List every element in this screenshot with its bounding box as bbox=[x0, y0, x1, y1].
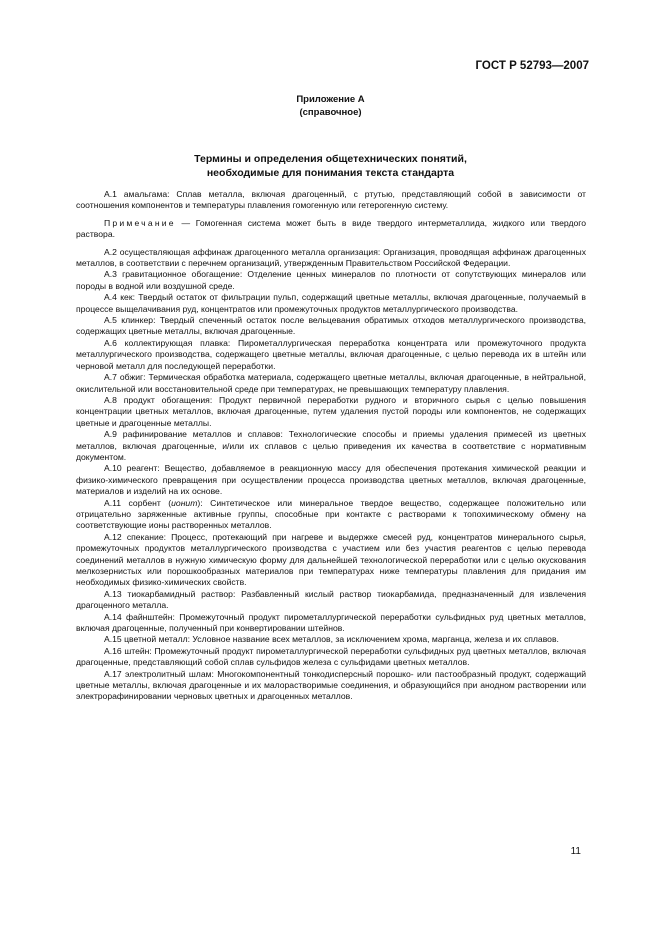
note-a1 bbox=[76, 218, 586, 241]
term-a11-prefix: А.11 сорбент ( bbox=[104, 497, 172, 508]
appendix-heading bbox=[0, 93, 661, 119]
term-a9: А.9 рафинирование металлов и сплавов: Технологические способы и приемы удаления примесей из цветных металлов, включая драгоценные, и/или их сплавов с целью приведения их качества в соответствие с нормативным документом. bbox=[76, 429, 586, 462]
section-title bbox=[0, 152, 661, 180]
term-a5: А.5 клинкер: Твердый спеченный остаток после вельцевания обратимых отходов металлургического производства, содержащих цветные металлы, включая драгоценные. bbox=[76, 315, 586, 337]
term-a16: А.16 штейн: Промежуточный продукт пирометаллургической переработки сульфидных руд цветных металлов, включая драгоценные, представляющий собой сплав сульфидов железа с сульфидами цветных металлов. bbox=[76, 645, 586, 668]
term-a1: А.1 амальгама: Сплав металла, включая драгоценный, с ртутью, представляющий собой в зависимости от соотношения компонентов и температуры плавления гомогенную или гетерогенную систему. bbox=[76, 189, 586, 211]
appendix-title: Приложение А bbox=[296, 94, 365, 105]
term-a7: А.7 обжиг: Термическая обработка материала, содержащего цветные металлы, включая драгоценные, в нейтральной, окислительной или восстановительной среде при температурах, не превышающих температуру плавления. bbox=[76, 372, 586, 394]
document-number: ГОСТ Р 52793—2007 bbox=[475, 60, 589, 72]
term-a6: А.6 коллектирующая плавка: Пирометаллургическая переработка концентрата или промежуточного продукта металлургического производства, содержащего цветные металлы, включая драгоценные, с целью перевода их в штейн или черновой металл для последующей переработки. bbox=[76, 337, 586, 371]
note-text: — Гомогенная система может быть в виде твердого интерметаллида, жидкого или твердого раствора. bbox=[76, 217, 586, 240]
term-a11-italic: ионит bbox=[171, 497, 198, 508]
term-a10: А.10 реагент: Вещество, добавляемое в реакционную массу для обеспечения протекания химической реакции и физико-химического превращения при осуществлении процесса производства цветных металлов, включая драгоценные, материалов и изделий на их основе. bbox=[76, 463, 586, 497]
term-a11-suffix: ): Синтетическое или минеральное твердое вещество, содержащее положительно или отрицательно заряженные активные группы, способные при контакте с растворами к топохимическому обмену на соответствующие ионы растворенных металлов. bbox=[76, 497, 586, 531]
term-a2: А.2 осуществляющая аффинаж драгоценного металла организация: Организация, проводящая аффинаж драгоценных металлов, в соответствии с перечнем организаций, утвержденным Правительством Российской Федерации. bbox=[76, 246, 586, 269]
term-a15: А.15 цветной металл: Условное название всех металлов, за исключением хрома, марганца, железа и их сплавов. bbox=[104, 634, 559, 645]
term-a13: А.13 тиокарбамидный раствор: Разбавленный кислый раствор тиокарбамида, предназначенный для извлечения драгоценного металла. bbox=[76, 588, 586, 611]
term-a14: А.14 файнштейн: Промежуточный продукт пирометаллургической переработки сульфидных руд цветных металлов, включая драгоценные, полученный при конвертировании штейнов. bbox=[76, 611, 586, 634]
term-a11 bbox=[76, 498, 586, 532]
term-a4: А.4 кек: Твердый остаток от фильтрации пульп, содержащий цветные металлы, включая драгоценные, получаемый в процессе выщелачивания руд, концентратов или промежуточных продуктов металлургического производства. bbox=[76, 292, 586, 314]
term-a17: А.17 электролитный шлам: Многокомпонентный тонкодисперсный порошко- или пастообразный продукт, содержащий цветные металлы, включая драгоценные и их малорастворимые соединения, и образующийся при анодном растворении или электрорафинировании черновых цветных и драгоценных металлов. bbox=[76, 668, 586, 702]
appendix-subtitle: (справочное) bbox=[299, 107, 362, 118]
section-title-line-1: Термины и определения общетехнических понятий, bbox=[194, 153, 467, 165]
page-number: 11 bbox=[570, 846, 581, 857]
section-title-line-2: необходимые для понимания текста стандарта bbox=[206, 167, 455, 179]
term-a12: А.12 спекание: Процесс, протекающий при нагреве и выдержке смесей руд, концентратов минерального сырья, промежуточных продуктов металлургического производства с участием или без участия реагентов с целью перевода соединений металлов в нужную химическую форму для дальнейшей технологической переработки или с целью окускования мелкозернистых или порошкообразных материалов при температурах ниже температуры плавления для придания им необходимых физико-химических свойств. bbox=[76, 531, 586, 588]
term-a8: А.8 продукт обогащения: Продукт первичной переработки рудного и вторичного сырья с целью повышения концентрации цветных металлов, включая драгоценные, путем удаления пустой породы или компонентов, не содержащих цветные и драгоценные металлы. bbox=[76, 394, 586, 428]
note-label: Примечание bbox=[104, 217, 176, 228]
terms-list bbox=[76, 189, 586, 703]
term-a3: А.3 гравитационное обогащение: Отделение ценных минералов по плотности от сопутствующих минералов или породы в водной или воздушной среде. bbox=[76, 269, 586, 291]
